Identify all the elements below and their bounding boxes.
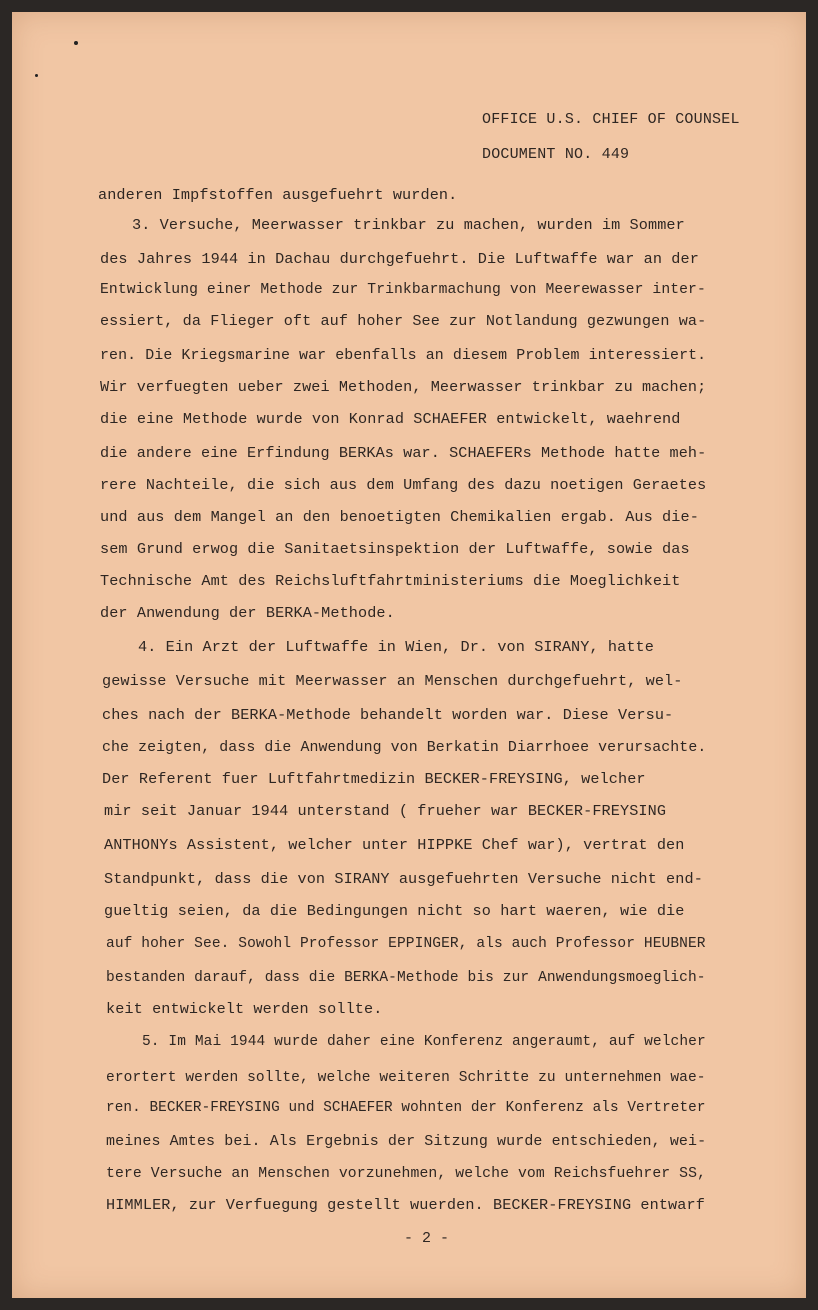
document-number: DOCUMENT NO. 449 [482,146,630,163]
body-line: ches nach der BERKA-Methode behandelt worden war. Diese Versu- [102,706,674,724]
body-line: keit entwickelt werden sollte. [106,1000,383,1018]
body-line: ren. BECKER-FREYSING und SCHAEFER wohnten der Konferenz als Vertreter [106,1098,706,1116]
body-line: mir seit Januar 1944 unterstand ( frueher war BECKER-FREYSING [104,802,667,820]
body-line: Technische Amt des Reichsluftfahrtministeriums die Moeglichkeit [100,572,681,590]
body-line: rere Nachteile, die sich aus dem Umfang des dazu noetigen Geraetes [100,476,707,494]
page-number: - 2 - [404,1230,450,1247]
body-line: Standpunkt, dass die von SIRANY ausgefuehrten Versuche nicht end- [104,870,703,888]
body-line: der Anwendung der BERKA-Methode. [100,604,395,622]
ink-speck [74,41,78,45]
body-line: Wir verfuegten ueber zwei Methoden, Meerwasser trinkbar zu machen; [100,378,707,396]
body-line: bestanden darauf, dass die BERKA-Methode bis zur Anwendungsmoeglich- [106,968,706,986]
ink-speck [35,74,38,77]
office-heading: OFFICE U.S. CHIEF OF COUNSEL [482,111,740,128]
body-line: essiert, da Flieger oft auf hoher See zur Notlandung gezwungen wa- [100,312,707,330]
body-line: die andere eine Erfindung BERKAs war. SCHAEFERs Methode hatte meh- [100,444,707,462]
body-line: gewisse Versuche mit Meerwasser an Menschen durchgefuehrt, wel- [102,672,683,690]
body-line: meines Amtes bei. Als Ergebnis der Sitzung wurde entschieden, wei- [106,1132,707,1150]
body-line: che zeigten, dass die Anwendung von Berkatin Diarrhoee verursachte. [102,738,707,756]
body-line: 5. Im Mai 1944 wurde daher eine Konferenz angeraumt, auf welcher [142,1032,706,1050]
body-line: ANTHONYs Assistent, welcher unter HIPPKE Chef war), vertrat den [104,836,685,854]
body-line: sem Grund erwog die Sanitaetsinspektion der Luftwaffe, sowie das [100,540,690,558]
document-page [12,12,806,1298]
body-line: die eine Methode wurde von Konrad SCHAEFER entwickelt, waehrend [100,410,681,428]
body-line: tere Versuche an Menschen vorzunehmen, welche vom Reichsfuehrer SS, [106,1164,707,1182]
body-line: 4. Ein Arzt der Luftwaffe in Wien, Dr. von SIRANY, hatte [138,638,654,656]
body-line: des Jahres 1944 in Dachau durchgefuehrt. Die Luftwaffe war an der [100,250,699,268]
body-line: Entwicklung einer Methode zur Trinkbarmachung von Meerewasser inter- [100,280,706,298]
body-line: 3. Versuche, Meerwasser trinkbar zu machen, wurden im Sommer [132,216,685,234]
body-line: ren. Die Kriegsmarine war ebenfalls an diesem Problem interessiert. [100,346,707,364]
body-line: gueltig seien, da die Bedingungen nicht so hart waeren, wie die [104,902,685,920]
body-line: Der Referent fuer Luftfahrtmedizin BECKER-FREYSING, welcher [102,770,646,788]
body-line: auf hoher See. Sowohl Professor EPPINGER, als auch Professor HEUBNER [106,934,706,952]
body-line: und aus dem Mangel an den benoetigten Chemikalien ergab. Aus die- [100,508,699,526]
body-line: erortert werden sollte, welche weiteren Schritte zu unternehmen wae- [106,1068,706,1086]
body-line: HIMMLER, zur Verfuegung gestellt wuerden. BECKER-FREYSING entwarf [106,1196,705,1214]
body-line: anderen Impfstoffen ausgefuehrt wurden. [98,186,458,204]
